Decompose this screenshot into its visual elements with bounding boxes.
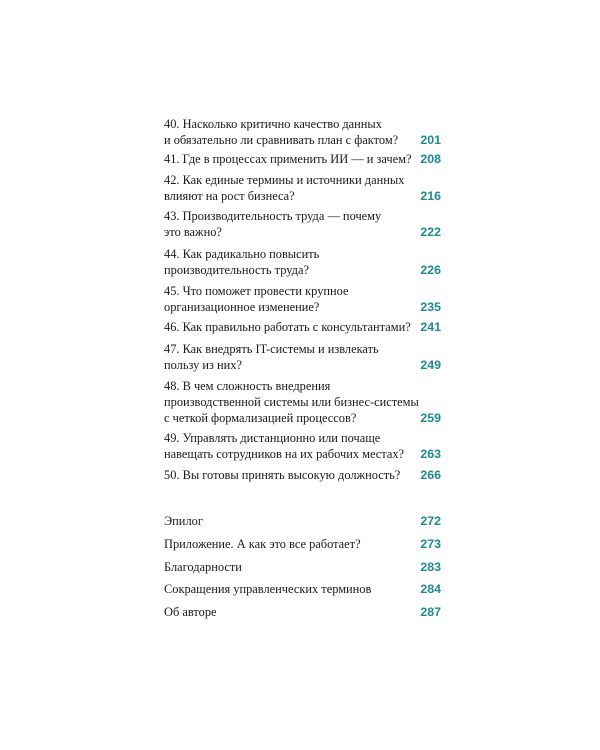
entry-title-line: 43. Производительность труда — почему: [164, 209, 382, 223]
entry-title-line: 46. Как правильно работать с консультантами?: [164, 320, 411, 334]
entry-title-line: Сокращения управленческих терминов: [164, 582, 372, 596]
entry-title: [164, 208, 404, 240]
toc-entry-appendix[interactable]: [164, 536, 441, 552]
entry-title: [164, 536, 404, 552]
entry-title: [164, 341, 404, 373]
entry-title-line: 41. Где в процессах применить ИИ — и зачем?: [164, 152, 412, 166]
entry-title-line: Эпилог: [164, 514, 203, 528]
entry-title-line: 40. Насколько критично качество данных: [164, 117, 382, 131]
entry-title-line: это важно?: [164, 225, 222, 239]
entry-title: [164, 467, 404, 483]
page-number: 226: [420, 263, 441, 277]
entry-title-line: пользу из них?: [164, 358, 243, 372]
entry-title: [164, 151, 412, 167]
entry-title-line: с четкой формализацией процессов?: [164, 411, 357, 425]
entry-title-line: 50. Вы готовы принять высокую должность?: [164, 468, 401, 482]
toc-entry-acknowledgements[interactable]: [164, 559, 441, 575]
page-number: 284: [420, 582, 441, 596]
page-number: 272: [420, 514, 441, 528]
toc-entry-41[interactable]: [164, 151, 441, 167]
entry-title: [164, 319, 411, 335]
page-number: 283: [420, 560, 441, 574]
entry-title: [164, 430, 404, 462]
page-number: 249: [420, 358, 441, 372]
toc-entry-45[interactable]: [164, 283, 441, 315]
entry-title: [164, 378, 419, 426]
toc-entry-44[interactable]: [164, 246, 441, 278]
entry-title-line: 44. Как радикально повысить: [164, 247, 320, 261]
entry-title-line: 48. В чем сложность внедрения: [164, 379, 331, 393]
entry-title-line: производительность труда?: [164, 263, 309, 277]
toc-entry-46[interactable]: [164, 319, 441, 335]
entry-title-line: навещать сотрудников на их рабочих местах?: [164, 447, 405, 461]
toc-entry-43[interactable]: [164, 208, 441, 240]
toc-entry-about-author[interactable]: [164, 604, 441, 620]
page-number: 263: [420, 447, 441, 461]
page-number: 235: [420, 300, 441, 314]
entry-title-line: 49. Управлять дистанционно или почаще: [164, 431, 381, 445]
entry-title: [164, 581, 404, 597]
page-number: 201: [420, 133, 441, 147]
toc-entry-abbreviations[interactable]: [164, 581, 441, 597]
entry-title-line: и обязательно ли сравнивать план с фактом?: [164, 133, 399, 147]
entry-title: [164, 559, 404, 575]
entry-title: [164, 172, 404, 204]
entry-title: [164, 116, 404, 148]
entry-title-line: производственной системы или бизнес-системы: [164, 395, 419, 409]
entry-title-line: влияют на рост бизнеса?: [164, 189, 295, 203]
page-number: 287: [420, 605, 441, 619]
entry-title-line: 42. Как единые термины и источники данных: [164, 173, 405, 187]
page-number: 208: [420, 152, 441, 166]
entry-title-line: Об авторе: [164, 605, 217, 619]
entry-title: [164, 283, 404, 315]
toc-entry-49[interactable]: [164, 430, 441, 462]
toc-entry-42[interactable]: [164, 172, 441, 204]
entry-title: [164, 513, 404, 529]
toc-entry-48[interactable]: [164, 378, 441, 426]
entry-title-line: Приложение. А как это все работает?: [164, 537, 361, 551]
entry-title-line: 45. Что поможет провести крупное: [164, 284, 349, 298]
toc-entry-epilogue[interactable]: [164, 513, 441, 529]
page-number: 216: [420, 189, 441, 203]
entry-title-line: 47. Как внедрять IT-системы и извлекать: [164, 342, 379, 356]
entry-title: [164, 604, 404, 620]
entry-title: [164, 246, 404, 278]
page-number: 259: [420, 411, 441, 425]
entry-title-line: Благодарности: [164, 560, 242, 574]
page-number: 241: [420, 320, 441, 334]
page-number: 273: [420, 537, 441, 551]
toc-entry-40[interactable]: [164, 116, 441, 148]
page-number: 222: [420, 225, 441, 239]
entry-title-line: организационное изменение?: [164, 300, 320, 314]
page-number: 266: [420, 468, 441, 482]
toc-entry-47[interactable]: [164, 341, 441, 373]
toc-entry-50[interactable]: [164, 467, 441, 483]
